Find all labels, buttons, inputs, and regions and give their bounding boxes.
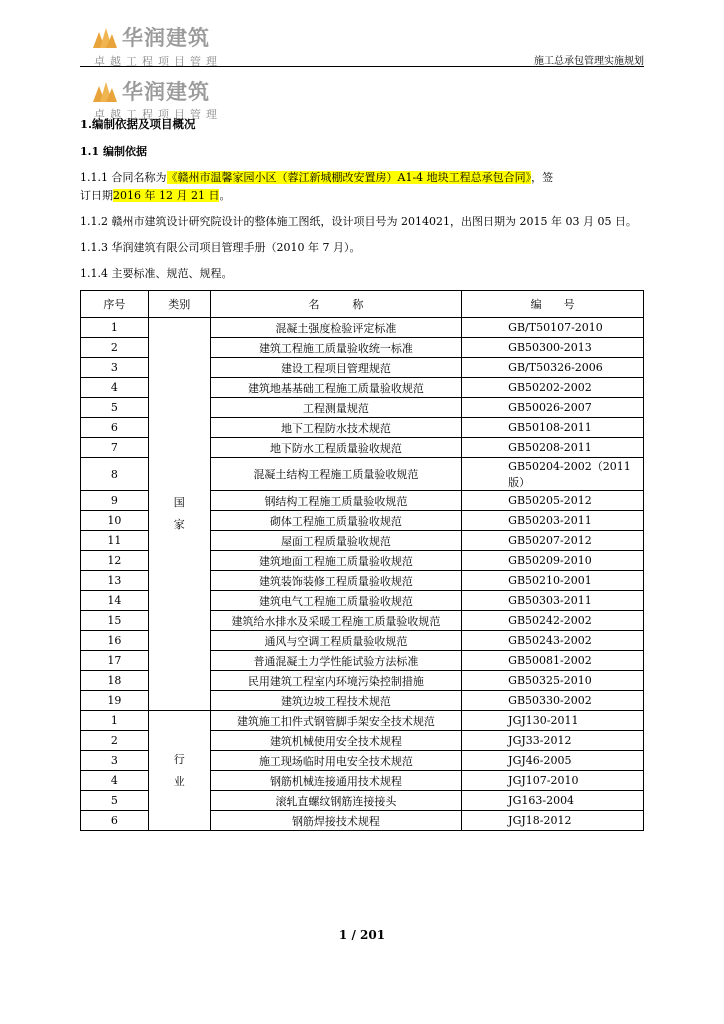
row-number: 3 <box>81 751 149 771</box>
standard-name: 滚轧直螺纹钢筋连接接头 <box>210 791 461 811</box>
standard-code: GB50330-2002 <box>462 691 644 711</box>
table-row <box>81 711 644 731</box>
company-logo-secondary <box>92 76 210 106</box>
table-header-row <box>81 291 644 318</box>
huarun-logo-icon <box>92 24 118 50</box>
sign-end: 。 <box>219 189 231 202</box>
standard-name: 混凝土强度检验评定标准 <box>210 318 461 338</box>
standards-table <box>80 290 644 831</box>
category-cell: 国 家 <box>148 318 210 711</box>
row-number: 7 <box>81 438 149 458</box>
standard-name: 施工现场临时用电安全技术规范 <box>210 751 461 771</box>
row-number: 12 <box>81 551 149 571</box>
row-number: 16 <box>81 631 149 651</box>
brand-subtitle: 卓越工程项目管理 <box>94 55 222 68</box>
standard-name: 钢筋焊接技术规程 <box>210 811 461 831</box>
contract-name-highlight: 《赣州市温馨家园小区（蓉江新城棚改安置房）A1-4 地块工程总承包合同》 <box>166 171 532 184</box>
standard-code: GB50026-2007 <box>462 398 644 418</box>
standard-code: GB50204-2002（2011 版） <box>462 458 644 491</box>
col-header-no: 序号 <box>81 291 149 318</box>
sign-date-highlight: 2016 年 12 月 21 日 <box>113 189 220 202</box>
standard-name: 工程测量规范 <box>210 398 461 418</box>
standard-name: 建筑电气工程施工质量验收规范 <box>210 591 461 611</box>
standard-code: JGJ130-2011 <box>462 711 644 731</box>
standard-code: GB/T50326-2006 <box>462 358 644 378</box>
paragraph-manual: 1.1.3 华润建筑有限公司项目管理手册（2010 年 7 月）。 <box>80 241 361 254</box>
section-heading-1-1: 1.1 编制依据 <box>80 145 147 158</box>
standard-name: 地下工程防水技术规范 <box>210 418 461 438</box>
standard-code: GB50202-2002 <box>462 378 644 398</box>
standard-name: 通风与空调工程质量验收规范 <box>210 631 461 651</box>
row-number: 9 <box>81 491 149 511</box>
standard-code: GB/T50107-2010 <box>462 318 644 338</box>
contract-prefix: 1.1.1 合同名称为 <box>80 171 167 184</box>
row-number: 6 <box>81 418 149 438</box>
row-number: 11 <box>81 531 149 551</box>
col-header-code: 编 号 <box>462 291 644 318</box>
standard-name: 混凝土结构工程施工质量验收规范 <box>210 458 461 491</box>
standard-name: 砌体工程施工质量验收规范 <box>210 511 461 531</box>
standard-name: 普通混凝土力学性能试验方法标准 <box>210 651 461 671</box>
row-number: 18 <box>81 671 149 691</box>
table-row <box>81 318 644 338</box>
row-number: 5 <box>81 791 149 811</box>
standard-name: 钢筋机械连接通用技术规程 <box>210 771 461 791</box>
company-logo <box>92 22 210 52</box>
row-number: 2 <box>81 338 149 358</box>
row-number: 1 <box>81 318 149 338</box>
contract-suffix: ，签 <box>531 171 554 184</box>
standard-name: 建筑地基基础工程施工质量验收规范 <box>210 378 461 398</box>
row-number: 15 <box>81 611 149 631</box>
huarun-logo-icon <box>92 78 118 104</box>
standard-code: GB50303-2011 <box>462 591 644 611</box>
standard-name: 钢结构工程施工质量验收规范 <box>210 491 461 511</box>
standard-name: 民用建筑工程室内环境污染控制措施 <box>210 671 461 691</box>
row-number: 13 <box>81 571 149 591</box>
standard-code: GB50210-2001 <box>462 571 644 591</box>
brand-name: 华润建筑 <box>122 26 210 50</box>
standard-code: GB50203-2011 <box>462 511 644 531</box>
row-number: 1 <box>81 711 149 731</box>
standard-name: 建设工程项目管理规范 <box>210 358 461 378</box>
row-number: 4 <box>81 378 149 398</box>
brand-name-secondary: 华润建筑 <box>122 80 210 104</box>
standard-name: 屋面工程质量验收规范 <box>210 531 461 551</box>
brand-subtitle-secondary: 卓越工程项目管理 <box>94 108 222 121</box>
row-number: 10 <box>81 511 149 531</box>
col-header-name: 名 称 <box>210 291 461 318</box>
standard-code: GB50325-2010 <box>462 671 644 691</box>
row-number: 8 <box>81 458 149 491</box>
standard-name: 建筑施工扣件式钢管脚手架安全技术规范 <box>210 711 461 731</box>
standard-code: GB50208-2011 <box>462 438 644 458</box>
standard-name: 建筑装饰装修工程质量验收规范 <box>210 571 461 591</box>
sign-prefix: 订日期 <box>80 189 113 202</box>
row-number: 14 <box>81 591 149 611</box>
standard-name: 建筑机械使用安全技术规程 <box>210 731 461 751</box>
paragraph-drawings: 1.1.2 赣州市建筑设计研究院设计的整体施工图纸，设计项目号为 2014021，出图日期为 2015 年 03 月 05 日。 <box>80 215 637 228</box>
standard-code: GB50205-2012 <box>462 491 644 511</box>
category-cell: 行 业 <box>148 711 210 831</box>
standard-name: 建筑工程施工质量验收统一标准 <box>210 338 461 358</box>
standard-code: JGJ46-2005 <box>462 751 644 771</box>
standard-name: 建筑边坡工程技术规范 <box>210 691 461 711</box>
standard-name: 建筑地面工程施工质量验收规范 <box>210 551 461 571</box>
standard-code: GB50300-2013 <box>462 338 644 358</box>
document-title: 施工总承包管理实施规划 <box>534 56 644 67</box>
standard-code: GB50242-2002 <box>462 611 644 631</box>
standard-name: 地下防水工程质量验收规范 <box>210 438 461 458</box>
row-number: 19 <box>81 691 149 711</box>
paragraph-standards: 1.1.4 主要标准、规范、规程。 <box>80 267 233 280</box>
standard-code: JG163-2004 <box>462 791 644 811</box>
standard-code: GB50081-2002 <box>462 651 644 671</box>
row-number: 6 <box>81 811 149 831</box>
row-number: 4 <box>81 771 149 791</box>
row-number: 2 <box>81 731 149 751</box>
standard-code: GB50108-2011 <box>462 418 644 438</box>
standard-code: JGJ18-2012 <box>462 811 644 831</box>
page-number: 1 / 201 <box>338 928 386 942</box>
header-rule <box>80 66 644 67</box>
standard-code: JGJ107-2010 <box>462 771 644 791</box>
standard-code: GB50243-2002 <box>462 631 644 651</box>
standard-code: JGJ33-2012 <box>462 731 644 751</box>
section-heading-1: 1.编制依据及项目概况 <box>80 117 196 131</box>
standard-code: GB50209-2010 <box>462 551 644 571</box>
paragraph-contract <box>80 169 644 205</box>
row-number: 3 <box>81 358 149 378</box>
standard-code: GB50207-2012 <box>462 531 644 551</box>
row-number: 5 <box>81 398 149 418</box>
row-number: 17 <box>81 651 149 671</box>
standard-name: 建筑给水排水及采暖工程施工质量验收规范 <box>210 611 461 631</box>
document-body <box>80 115 644 831</box>
col-header-category: 类别 <box>148 291 210 318</box>
